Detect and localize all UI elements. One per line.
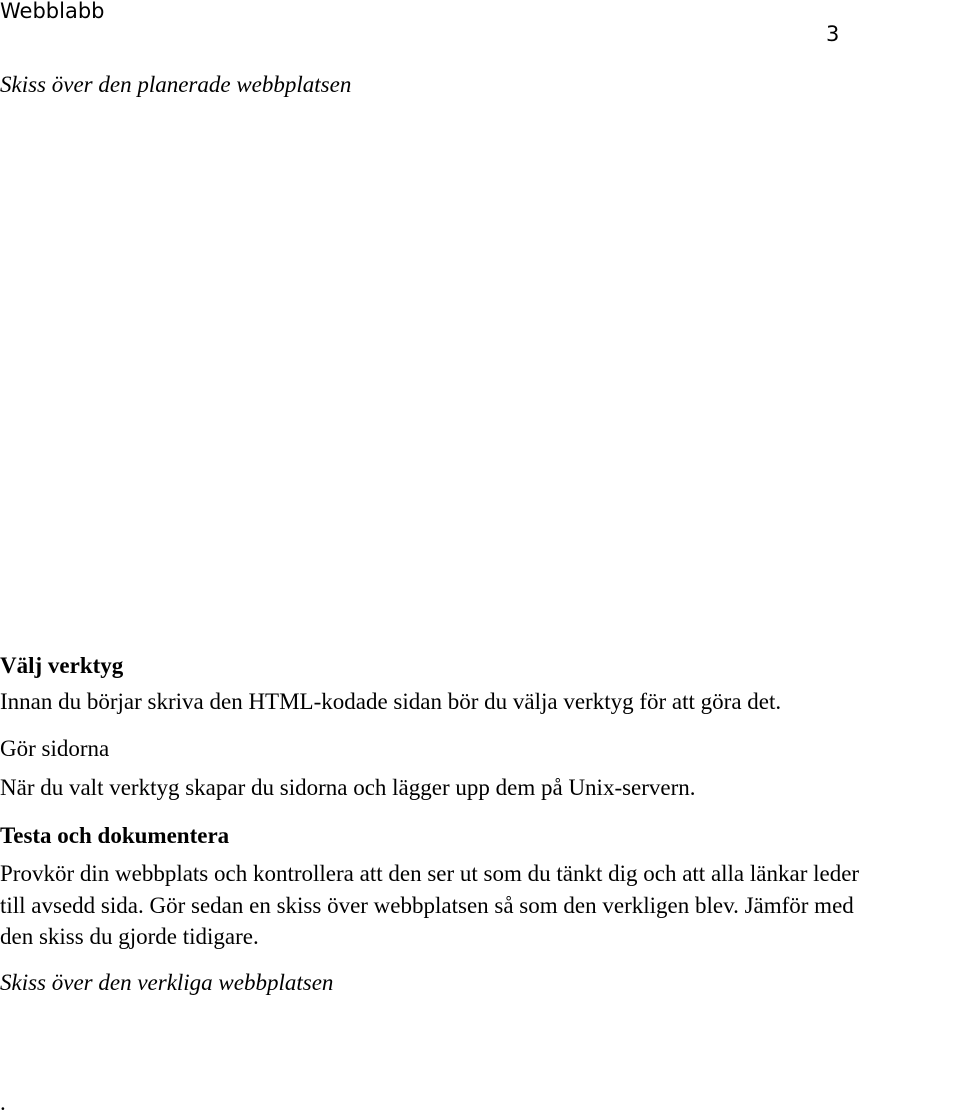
section-heading-tools: Välj verktyg xyxy=(0,653,124,678)
actual-sketch-caption: Skiss över den verkliga webbplatsen xyxy=(0,970,334,995)
section-body-pages: När du valt verktyg skapar du sidorna och lägger upp dem på Unix-servern. xyxy=(0,775,696,800)
footer-mark: . xyxy=(0,1090,6,1115)
page-number: 3 xyxy=(826,22,840,46)
section-body-test-line-1: Provkör din webbplats och kontrollera att den ser ut som du tänkt dig och att alla länkar leder xyxy=(0,861,860,886)
section-body-tools: Innan du börjar skriva den HTML-kodade sidan bör du välja verktyg för att göra det. xyxy=(0,689,782,714)
section-heading-test: Testa och dokumentera xyxy=(0,823,230,848)
section-body-test-line-3: den skiss du gjorde tidigare. xyxy=(0,924,259,949)
section-body-test-line-2: till avsedd sida. Gör sedan en skiss över webbplatsen så som den verkligen blev. Jämför med xyxy=(0,893,854,918)
document-header-title: Webblabb xyxy=(0,0,105,23)
section-heading-pages: Gör sidorna xyxy=(0,736,110,761)
planned-sketch-caption: Skiss över den planerade webbplatsen xyxy=(0,72,352,97)
